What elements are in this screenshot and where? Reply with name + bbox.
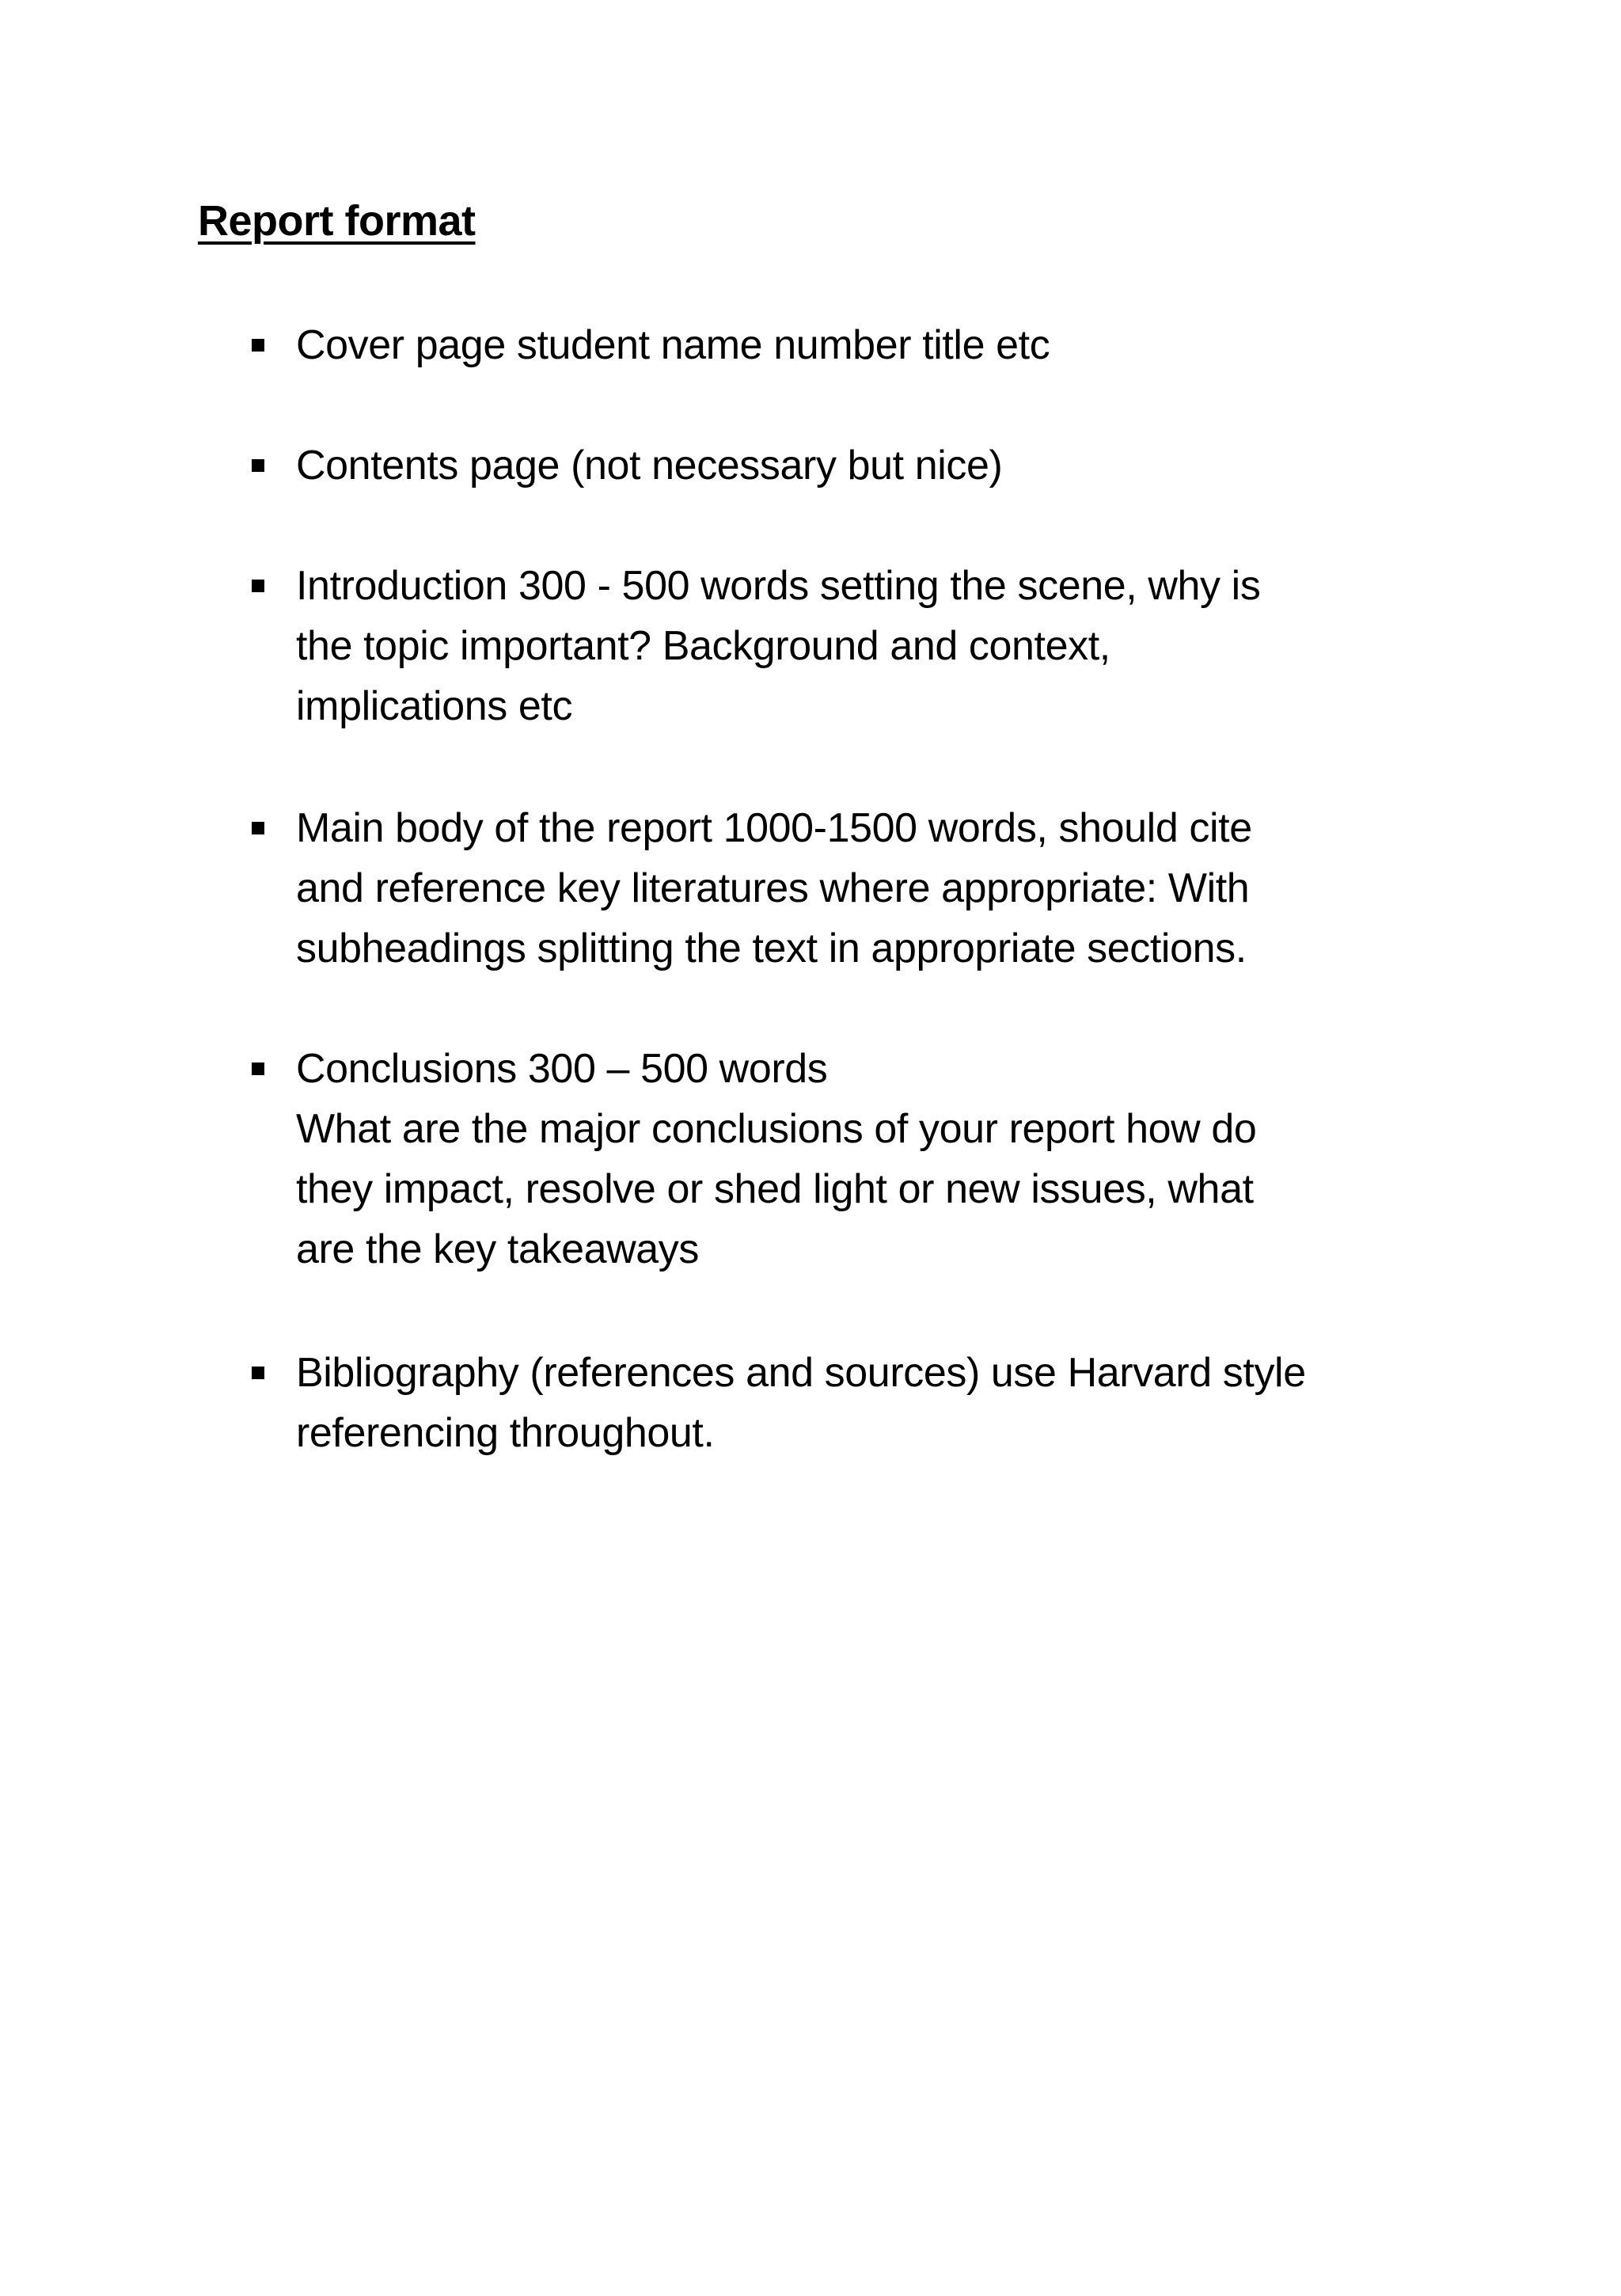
list-item-line: Introduction 300 - 500 words setting the scene, why is	[296, 563, 1261, 609]
list-item-line: Main body of the report 1000-1500 words, should cite	[296, 805, 1252, 851]
list-item-line: they impact, resolve or shed light or new issues, what	[296, 1166, 1254, 1212]
page-title: Report format	[198, 197, 476, 245]
list-item-line: Contents page (not necessary but nice)	[296, 443, 1003, 488]
list-item-line: subheadings splitting the text in appropriate sections.	[296, 926, 1247, 971]
list-item-line: implications etc	[296, 683, 573, 729]
list-item-line: Cover page student name number title etc	[296, 322, 1050, 368]
square-bullet-icon	[252, 459, 264, 472]
list-item-line: and reference key literatures where appropriate: With	[296, 865, 1250, 911]
square-bullet-icon	[252, 339, 264, 352]
square-bullet-icon	[252, 822, 264, 834]
square-bullet-icon	[252, 1062, 264, 1075]
square-bullet-icon	[252, 580, 264, 592]
list-item-line: the topic important? Background and context,	[296, 623, 1110, 669]
list-item-line: What are the major conclusions of your report how do	[296, 1106, 1257, 1152]
list-item-line: referencing throughout.	[296, 1410, 715, 1456]
list-item-line: Conclusions 300 – 500 words	[296, 1046, 828, 1092]
list-item-line: are the key takeaways	[296, 1226, 699, 1272]
square-bullet-icon	[252, 1367, 264, 1379]
list-item-line: Bibliography (references and sources) use Harvard style	[296, 1350, 1306, 1396]
